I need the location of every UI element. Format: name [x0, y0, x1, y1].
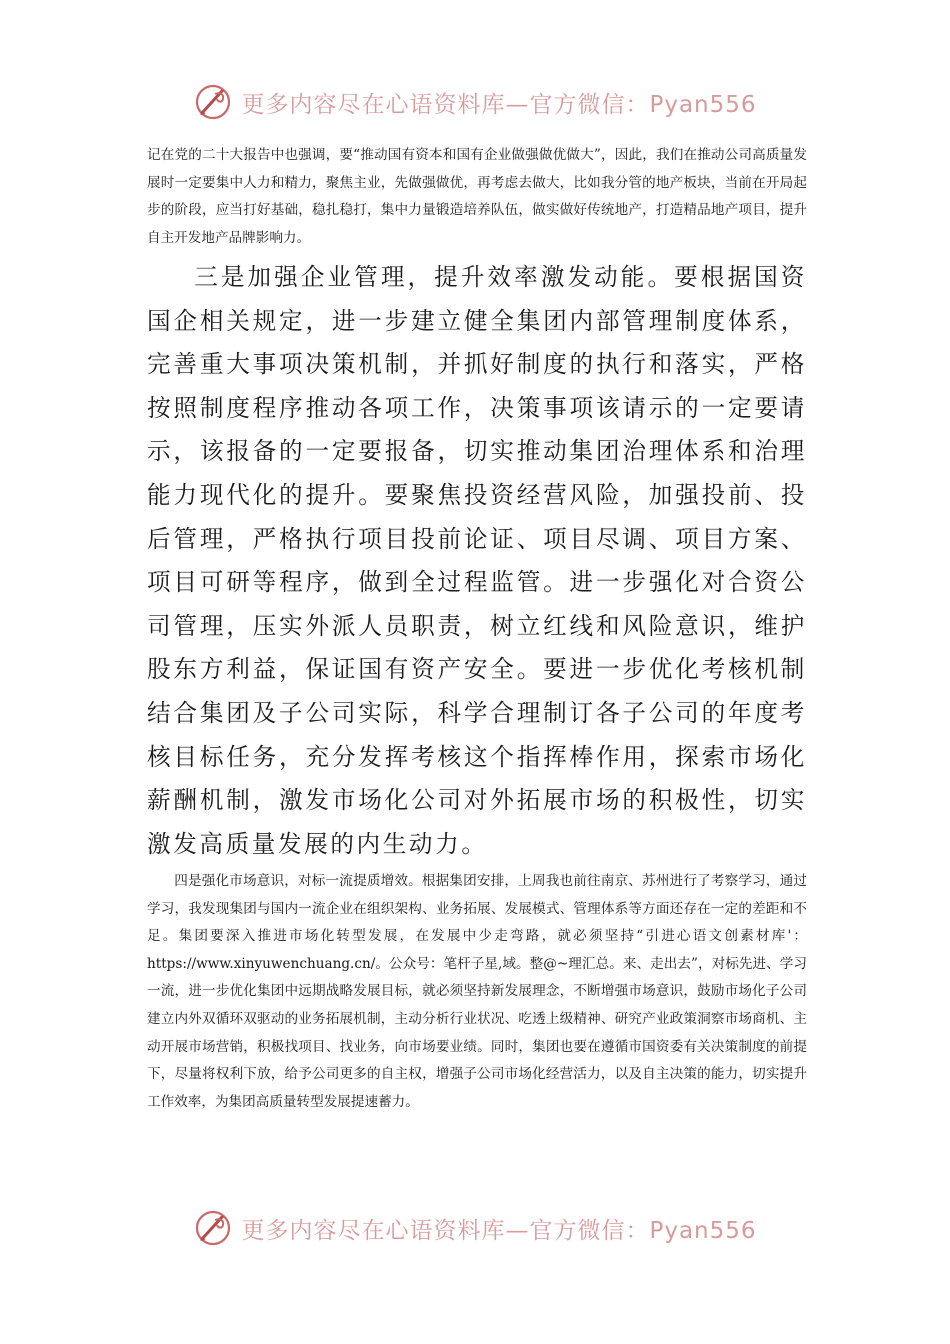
paragraph-continuation	[147, 142, 807, 252]
paragraph-text: 四是强化市场意识，对标一流提质增效。根据集团安排，上周我也前往南京、苏州进行了考察学习，通过学习，我发现集团与国内一流企业在组织架构、业务拓展、发展模式、管理体系等方面还存在一定的差距和不足。集团要深入推进市场化转型发展，在发展中少走弯路，就必须坚持“引进心语文创素材库'：https://www.xinyuwenchuang.cn/。公众号：笔杆子星,域。整@~理汇总。来、走出去”，对标先进、学习一流，进一步优化集团中远期战略发展目标，就必须坚持新发展理念，不断增强市场意识，鼓励市场化子公司建立内外双循环双驱动的业务拓展机制，主动分析行业状况、吃透上级精神、研究产业政策洞察市场商机、主动开展市场营销，积极找项目、找业务，向市场要业绩。同时，集团也要在遵循市国资委有关决策制度的前提下，尽量将权利下放，给予公司更多的自主权，增强子公司市场化经营活力，以及自主决策的能力，切实提升工作效率，为集团高质量转型发展提速蓄力。	[147, 873, 807, 1110]
footer-watermark-banner	[0, 1208, 950, 1248]
pen-brush-logo-icon	[193, 1208, 233, 1248]
pen-brush-logo-icon	[193, 82, 233, 122]
header-watermark-banner	[0, 82, 950, 122]
banner-text: 更多内容尽在心语资料库—官方微信：Pyan556	[241, 91, 757, 118]
paragraph-section-three: 三是加强企业管理，提升效率激发动能。要根据国资国企相关规定，进一步建立健全集团内部管理制度体系，完善重大事项决策机制，并抓好制度的执行和落实，严格按照制度程序推动各项工作，决策事项该请示的一定要请示，该报备的一定要报备，切实推动集团治理体系和治理能力现代化的提升。要聚焦投资经营风险，加强投前、投后管理，严格执行项目投前论证、项目尽调、项目方案、项目可研等程序，做到全过程监管。进一步强化对合资公司管理，压实外派人员职责，树立红线和风险意识，维护股东方利益，保证国有资产安全。要进一步优化考核机制结合集团及子公司实际，科学合理制订各子公司的年度考核目标任务，充分发挥考核这个指挥棒作用，探索市场化薪酬机制，激发市场化公司对外拓展市场的积极性，切实激发高质量发展的内生动力。	[147, 263, 807, 858]
banner-text: 更多内容尽在心语资料库—官方微信：Pyan556	[241, 1217, 757, 1244]
paragraph-text: 记在党的二十大报告中也强调，要“推动国有资本和国有企业做强做优做大”，因此，我们在推动公司高质量发展时一定要集中人力和精力，聚焦主业，先做强做优，再考虑去做大，比如我分管的地产板块，当前在开局起步的阶段，应当打好基础，稳扎稳打，集中力量锻造培养队伍，做实做好传统地产，打造精品地产项目，提升自主开发地产品牌影响力。	[147, 147, 807, 246]
paragraph-section-four	[147, 868, 807, 1116]
